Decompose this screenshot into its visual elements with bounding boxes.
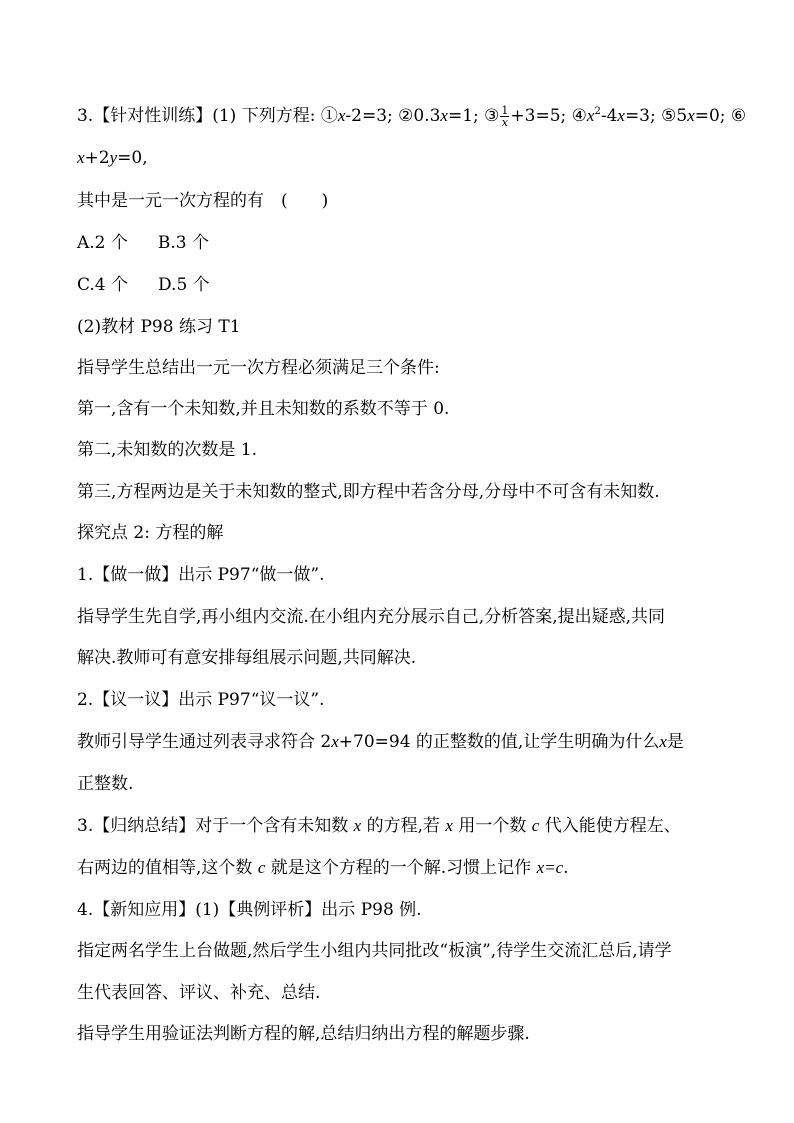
textbook-reference: (2)教材 P98 练习 T1 (77, 317, 241, 337)
equation-variable: x (353, 816, 362, 835)
equation-text: +2 (84, 148, 110, 168)
equation-text: =0, (117, 148, 148, 168)
teacher-guide-line1 (77, 730, 684, 754)
paragraph-text: 就是这个方程的一个解.习惯上记作 (265, 858, 537, 878)
equation-variable: x (617, 106, 625, 125)
condition-two: 第二,未知数的次数是 1. (77, 440, 258, 460)
option-b: B.3 个 (157, 233, 210, 253)
condition-one: 第一,含有一个未知数,并且未知数的系数不等于 0. (77, 399, 450, 419)
equation-text: =1; ③ (447, 106, 500, 126)
teacher-guide-line2: 正整数. (77, 774, 134, 794)
equation-variable: x (586, 106, 595, 125)
equation-text: +3=5; ④ (510, 106, 587, 126)
equation-variable: c (531, 816, 540, 835)
equation-variable: x (687, 106, 695, 125)
do-it-paragraph-line2: 解决.教师可有意安排每组展示问题,共同解决. (77, 648, 417, 668)
equation-variable: x (445, 816, 453, 835)
paragraph-text: 3.【归纳总结】对于一个含有未知数 (77, 816, 354, 836)
paragraph-text: 用一个数 (452, 816, 532, 836)
option-d: D.5 个 (158, 275, 210, 295)
equation-variable: x (331, 732, 339, 751)
fraction (500, 105, 509, 128)
option-a: A.2 个 (77, 233, 128, 253)
exercise-equations-line (77, 104, 746, 128)
guide-paragraph: 指导学生总结出一元一次方程必须满足三个条件: (77, 358, 440, 378)
summary-line1 (77, 814, 681, 838)
option-c: C.4 个 (77, 275, 129, 295)
equation-text: -2=3; ②0.3 (345, 106, 441, 126)
paragraph-text: 教师引导学生通过列表寻求符合 2 (77, 732, 332, 752)
fraction-numerator: 1 (501, 104, 509, 117)
equation-variable: c (257, 858, 266, 877)
paragraph-text: 是 (666, 732, 684, 752)
paragraph-text: +70=94 的正整数的值,让学生明确为什么 (338, 732, 660, 752)
discuss-heading: 2.【议一议】出示 P97“议一议”. (77, 690, 325, 710)
equation-variable: x (337, 106, 346, 125)
assign-paragraph-line1: 指定两名学生上台做题,然后学生小组内共同批改“板演”,待学生交流汇总后,请学 (77, 941, 672, 961)
equation-six-line (77, 146, 148, 170)
equation-expression: x=c (536, 858, 564, 877)
condition-three: 第三,方程两边是关于未知数的整式,即方程中若含分母,分母中不可含有未知数. (77, 482, 660, 502)
equation-variable: x (659, 732, 667, 751)
apply-heading: 4.【新知应用】(1)【典例评析】出示 P98 例. (77, 900, 422, 920)
paragraph-text: . (563, 858, 569, 878)
do-it-heading: 1.【做一做】出示 P97“做一做”. (77, 565, 325, 585)
paragraph-text: 的方程,若 (361, 816, 446, 836)
do-it-paragraph-line1: 指导学生先自学,再小组内交流.在小组内充分展示自己,分析答案,提出疑惑,共同 (77, 607, 666, 627)
equation-text: =0; ⑥ (694, 106, 747, 126)
paragraph-text: 代入能使方程左、 (539, 816, 681, 836)
fraction-denominator: x (501, 116, 509, 129)
equation-variable: x (440, 106, 448, 125)
exercise-label: 3.【针对性训练】(1) 下列方程: ① (77, 106, 338, 126)
assign-paragraph-line2: 生代表回答、评议、补充、总结. (77, 983, 321, 1003)
verify-paragraph: 指导学生用验证法判断方程的解,总结归纳出方程的解题步骤. (77, 1024, 530, 1044)
question-line: 其中是一元一次方程的有 ( ) (77, 191, 329, 211)
options-ab (77, 231, 209, 255)
equation-variable: y (109, 148, 118, 167)
paragraph-text: 右两边的值相等,这个数 (77, 858, 258, 878)
equation-text: =3; ⑤5 (624, 106, 688, 126)
summary-line2 (77, 856, 569, 880)
section-heading: 探究点 2: 方程的解 (77, 523, 224, 543)
equation-variable: x (77, 148, 85, 167)
exponent: 2 (594, 106, 601, 117)
options-cd (77, 273, 210, 297)
equation-text: -4 (600, 106, 618, 126)
